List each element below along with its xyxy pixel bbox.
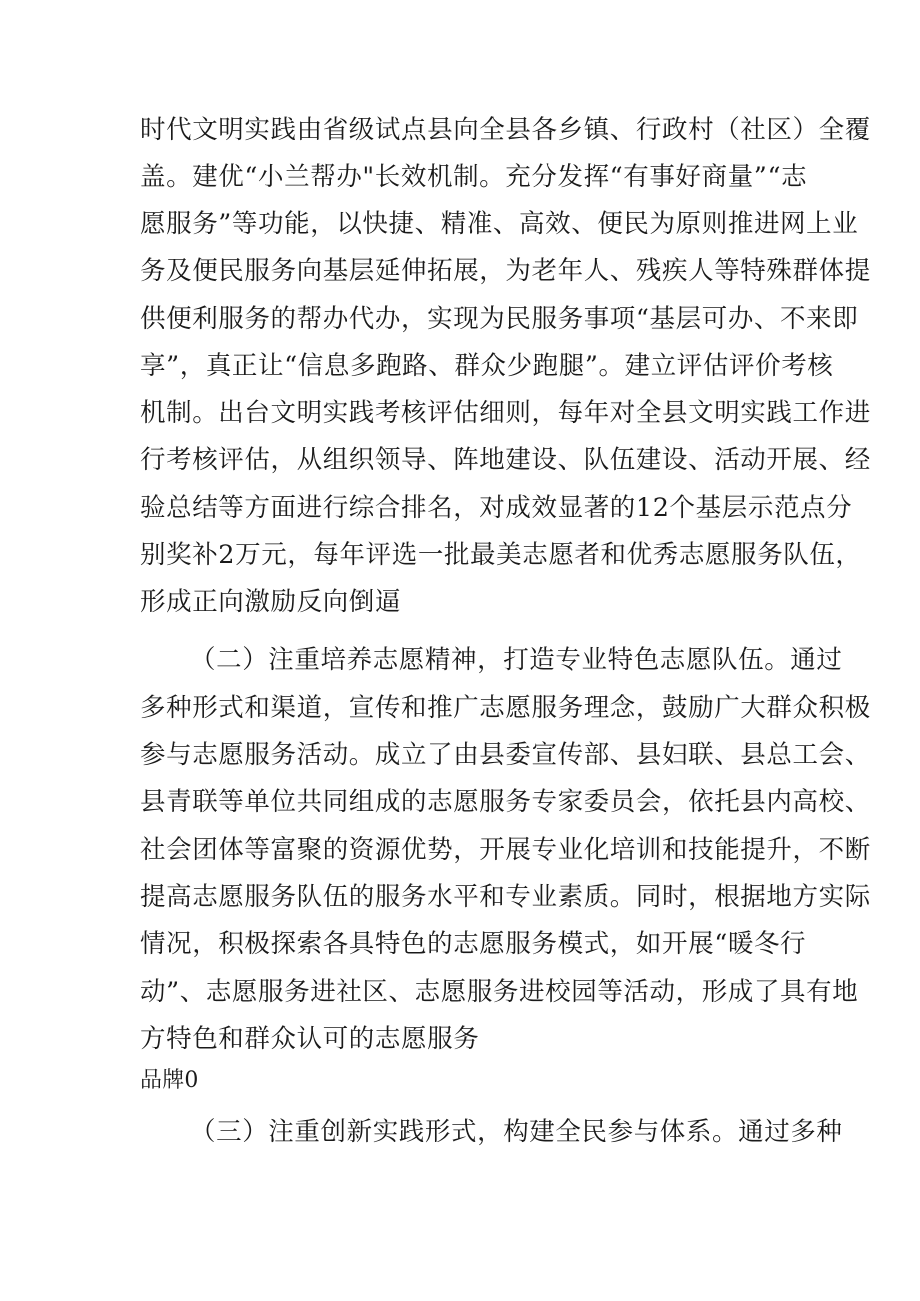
text-line: 机制。出台文明实践考核评估细则，每年对全县文明实践工作进 [140, 398, 871, 428]
text-line: 动”、志愿服务进社区、志愿服务进校园等活动，形成了具有地 [140, 977, 859, 1007]
text-line: 行考核评估，从组织领导、阵地建设、队伍建设、活动开展、经 [140, 445, 871, 475]
section-heading-line: （二）注重培养志愿精神，打造专业特色志愿队伍。通过 [190, 645, 843, 675]
text-line: 参与志愿服务活动。成立了由县委宣传部、县妇联、县总工会、 [140, 740, 871, 770]
text-line: 情况，积极探索各具特色的志愿服务模式，如开展“暖冬行 [140, 929, 807, 959]
text-line: 社会团体等富聚的资源优势，开展专业化培训和技能提升，不断 [140, 835, 871, 865]
text-line: 别奖补2万元，每年评选一批最美志愿者和优秀志愿服务队伍， [140, 540, 862, 570]
section-heading-line: （三）注重创新实践形式，构建全民参与体系。通过多种 [190, 1117, 843, 1147]
text-line: 盖。建优“小兰帮办"长效机制。充分发挥“有事好商量”“志 [140, 162, 808, 192]
text-line: 县青联等单位共同组成的志愿服务专家委员会，依托县内高校、 [140, 787, 871, 817]
text-line: 验总结等方面进行综合排名，对成效显著的12个基层示范点分 [140, 493, 853, 523]
text-line: 享”，真正让“信息多跑路、群众少跑腿”。建立评估评价考核 [140, 351, 834, 381]
text-line: 多种形式和渠道，宣传和推广志愿服务理念，鼓励广大群众积极 [140, 693, 871, 723]
text-line: 务及便民服务向基层延伸拓展，为老年人、残疾人等特殊群体提 [140, 256, 871, 286]
text-line: 供便利服务的帮办代办，实现为民服务事项“基层可办、不来即 [140, 304, 859, 334]
text-line: 方特色和群众认可的志愿服务 [140, 1024, 480, 1054]
text-line: 愿服务”等功能，以快捷、精准、高效、便民为原则推进网上业 [140, 209, 859, 239]
text-line: 时代文明实践由省级试点县向全县各乡镇、行政村（社区）全覆 [140, 115, 871, 145]
text-line: 提高志愿服务队伍的服务水平和专业素质。同时，根据地方实际 [140, 882, 871, 912]
text-line: 品牌0 [140, 1068, 199, 1093]
text-line: 形成正向激励反向倒逼 [140, 587, 402, 617]
